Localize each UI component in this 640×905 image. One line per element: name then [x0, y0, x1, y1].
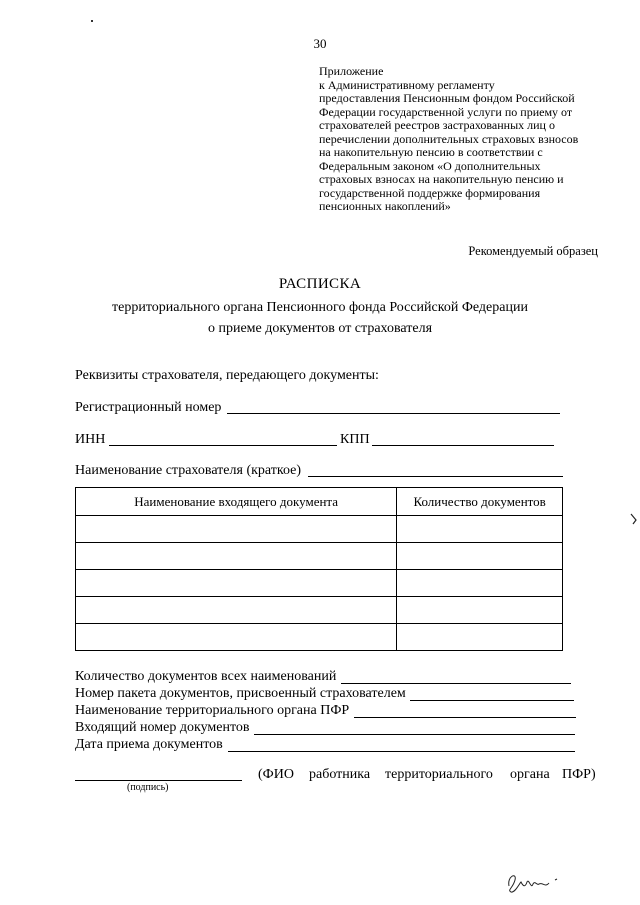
fio-word: (ФИО [258, 767, 294, 782]
reg-number-field[interactable] [227, 413, 560, 414]
appendix-line: страховых взносах на накопительную пенсию и [319, 172, 564, 186]
receipt-date-field[interactable] [228, 751, 575, 752]
appendix-line: к Административному регламенту [319, 77, 495, 92]
table-cell[interactable] [76, 570, 397, 597]
table-row [76, 624, 563, 651]
package-number-field[interactable] [410, 700, 574, 701]
requisites-heading: Реквизиты страхователя, передающего документы: [75, 368, 379, 383]
table-cell[interactable] [397, 516, 563, 543]
signature-line[interactable] [75, 780, 242, 781]
appendix-line: предоставления Пенсионным фондом Российской [319, 91, 575, 105]
appendix-line: Федерации государственной услуги по приему от [319, 104, 573, 119]
table-cell[interactable] [397, 543, 563, 570]
table-cell[interactable] [397, 570, 563, 597]
table-row [76, 570, 563, 597]
kpp-label: КПП [340, 432, 370, 447]
header-document-count: Количество документов [397, 488, 563, 516]
document-title: РАСПИСКА [278, 276, 362, 292]
reg-number-label: Регистрационный номер [75, 400, 222, 415]
scan-tick-icon [630, 513, 637, 525]
table-cell[interactable] [397, 624, 563, 651]
incoming-number-field[interactable] [254, 734, 575, 735]
inn-field[interactable] [109, 445, 337, 446]
name-short-label: Наименование страхователя (краткое) [75, 463, 302, 478]
document-subtitle-2: о приеме документов от страхователя [207, 321, 433, 336]
appendix-line: страхователей реестров застрахованных лиц о [319, 118, 555, 132]
table-cell[interactable] [76, 516, 397, 543]
table-cell[interactable] [397, 597, 563, 624]
appendix-line: Федеральным законом «О дополнительных [319, 158, 541, 173]
receipt-date-label: Дата приема документов [75, 737, 223, 752]
scan-dot [91, 20, 93, 22]
pfr-office-label: Наименование территориального органа ПФР [75, 703, 350, 718]
appendix-line: государственной поддержке формирования [319, 185, 541, 200]
appendix-line: на накопительную пенсию в соответствии с [319, 145, 543, 159]
table-header-row [76, 488, 563, 516]
table-cell[interactable] [76, 624, 397, 651]
recommended-sample: Рекомендуемый образец [468, 244, 598, 258]
kpp-field[interactable] [372, 445, 554, 446]
table-row [76, 516, 563, 543]
signature-caption: (подпись) [127, 782, 169, 793]
total-docs-label: Количество документов всех наименований [75, 669, 337, 684]
incoming-number-label: Входящий номер документов [75, 720, 250, 735]
table-cell[interactable] [76, 597, 397, 624]
inn-label: ИНН [75, 432, 106, 447]
page-number: 30 [313, 36, 327, 51]
header-document-name: Наименование входящего документа [76, 488, 397, 516]
handwritten-initials-icon [503, 866, 563, 896]
pfr-office-field[interactable] [354, 717, 576, 718]
appendix-line: пенсионных накоплений» [319, 199, 451, 213]
table-cell[interactable] [76, 543, 397, 570]
fio-word: территориального [385, 767, 493, 782]
table-row [76, 543, 563, 570]
appendix-block [319, 65, 619, 214]
fio-word: работника [309, 767, 371, 782]
appendix-line: Приложение [319, 64, 384, 78]
fio-word: ПФР) [562, 767, 596, 782]
fio-word: органа [510, 767, 550, 782]
total-docs-field[interactable] [341, 683, 571, 684]
handwritten-initials [503, 866, 563, 896]
scan-tick [630, 512, 637, 524]
name-short-field[interactable] [308, 476, 563, 477]
document-subtitle: территориального органа Пенсионного фонда Российской Федерации [112, 300, 528, 315]
package-number-label: Номер пакета документов, присвоенный страхователем [75, 686, 406, 701]
appendix-line: перечислении дополнительных страховых взносов [319, 131, 579, 146]
table-row [76, 597, 563, 624]
documents-table [75, 487, 563, 651]
